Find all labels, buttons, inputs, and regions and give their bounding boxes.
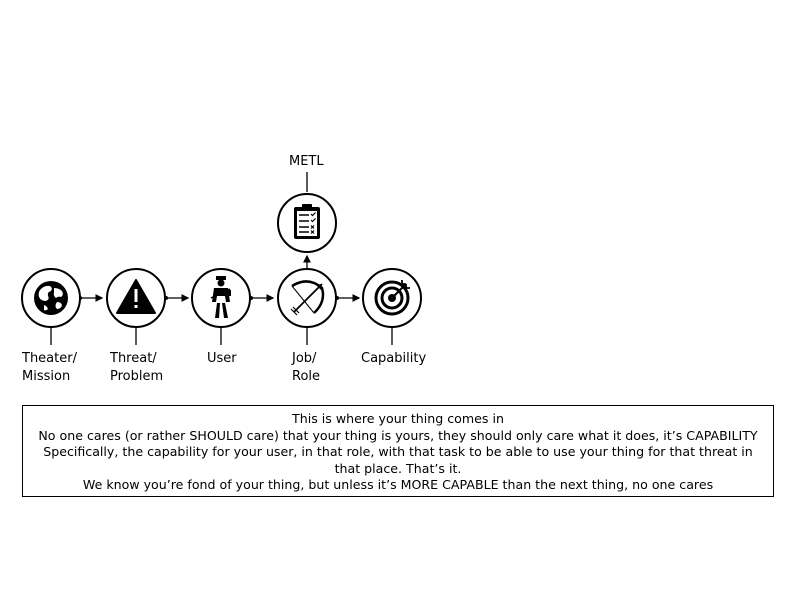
node-capability: [363, 269, 421, 327]
node-threat: [107, 269, 165, 327]
edge-theater-threat: [78, 296, 102, 300]
node-job: [278, 269, 336, 327]
label-user: [207, 350, 237, 368]
node-user: [192, 269, 250, 327]
label-capability: [361, 350, 426, 368]
label-threat: [110, 350, 163, 386]
label-line: Problem: [110, 369, 164, 384]
label-metl: [289, 153, 324, 171]
label-line: User: [207, 351, 237, 366]
label-line: Threat/: [110, 351, 157, 366]
node-theater: [22, 269, 80, 327]
edge-job-capability: [335, 296, 359, 300]
explanation-line: No one cares (or rather SHOULD care) that your thing is yours, they should only care what it does, it’s CAPABILITY: [38, 427, 758, 443]
label-line: Job/: [292, 351, 317, 366]
label-line: Capability: [361, 351, 427, 366]
label-line: Role: [292, 369, 321, 384]
explanation-box: [22, 405, 774, 497]
explanation-line: We know you’re fond of your thing, but unless it’s MORE CAPABLE than the next thing, no one cares: [82, 477, 714, 492]
label-line: Mission: [22, 369, 71, 384]
explanation-line: Specifically, the capability for your user, in that role, with that task to be able to use your thing for that threat in: [43, 444, 753, 459]
label-theater: [22, 350, 77, 386]
label-line: Theater/: [22, 351, 77, 366]
explanation-line: that place. That’s it.: [334, 460, 462, 476]
label-line: METL: [289, 154, 324, 169]
edge-threat-user: [164, 296, 188, 300]
globe-icon: [34, 281, 68, 315]
edge-user-job: [249, 296, 273, 300]
clipboard-checklist-icon: [294, 204, 320, 239]
explanation-line: This is where your thing comes in: [292, 411, 504, 426]
node-metl: [278, 194, 336, 252]
label-job: [292, 350, 320, 386]
